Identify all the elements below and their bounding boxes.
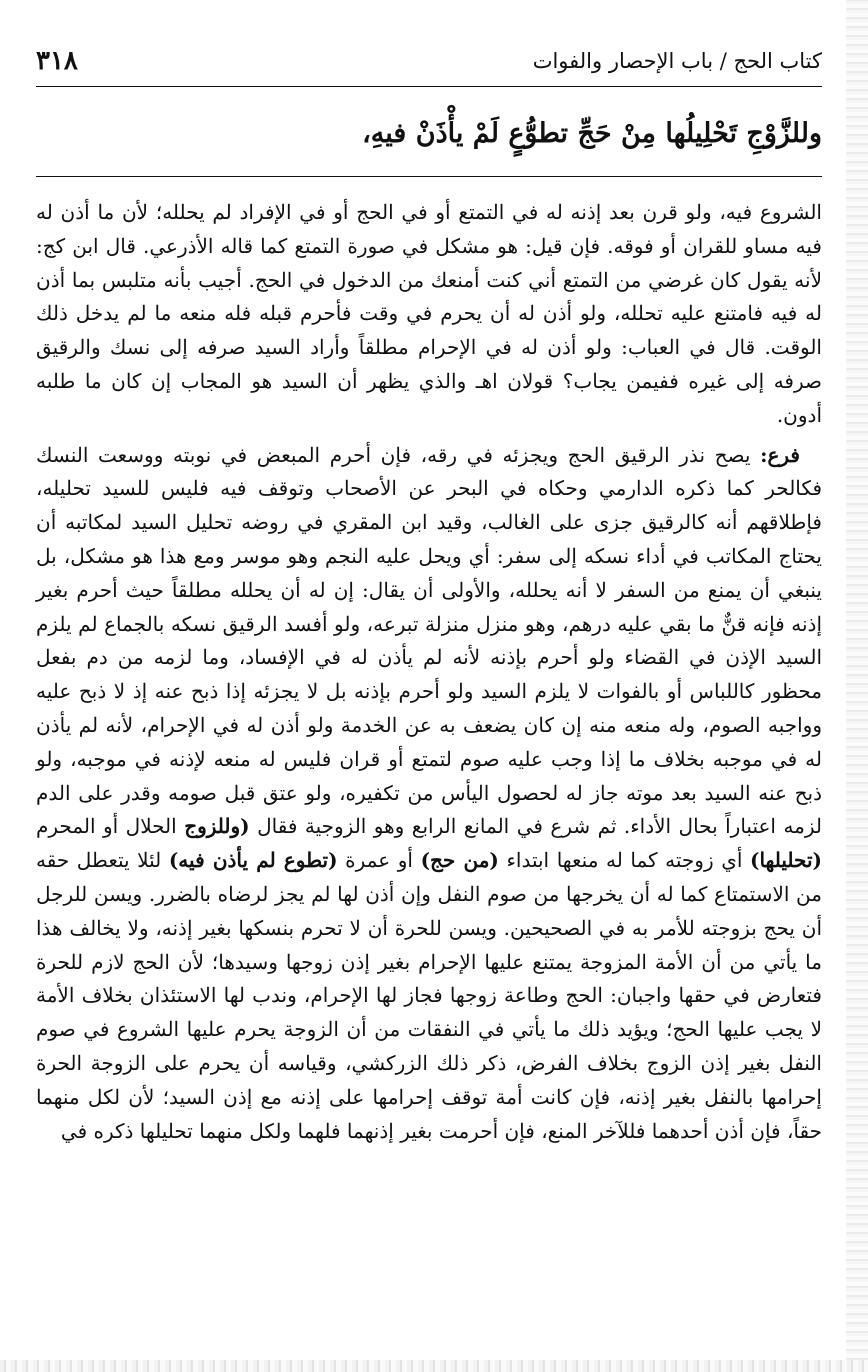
page-header (36, 44, 822, 84)
paragraph-2-label: فرع: (760, 442, 800, 467)
paragraph-3-text-c: أو عمرة (345, 848, 413, 873)
matn-quote-tahlil: (تحليلها) (750, 848, 822, 873)
scan-edge-right (846, 0, 868, 1372)
commentary-body (36, 196, 822, 1154)
paragraph-3-text-d: لئلا يتعطل حقه من الاستمتاع كما له أن يخرجها من صوم النفل وإن أذن لها لم يجز لرضاه بالضرر. ويسن للرجل أن يحج بزوجته للأمر به في الصحيحين. ويسن للحرة أن لا تحرم بنسكها بغير إذنه، ولا يخالف هذا ما يأتي من أن الأمة المزوجة يمتنع عليها الإحرام بغير إذن زوجها وسيدها؛ لأن الحج لازم للحرة فتعارض في حقها واجبان: الحج وطاعة زوجها فجاز لها الإحرام، وندب لها الاستئذان بخلاف الأمة لا يجب عليها الحج؛ ويؤيد ذلك ما يأتي في النفقات من أن الزوجة يحرم عليها الشروع في صوم النفل بغير إذن الزوج بخلاف الفرض، ذكر ذلك الزركشي، وقياسه أن يحرم على الزوجة الحرة إحرامها بالنفل بغير إذنه، فإن كانت أمة توقف إحرامها على إذنه مع إذن السيد؛ لأن لكل منهما حقاً، فإن أذن أحدهما فللآخر المنع، فإن أحرمت بغير إذنهما فلهما ولكل منهما تحليلها ذكره في (36, 848, 822, 1143)
paragraph-3-text-b: أي زوجته كما له منعها ابتداء (506, 848, 743, 873)
matn-quote-zawj: (وللزوج (184, 814, 250, 839)
paragraph-1-text: الشروع فيه، ولو قرن بعد إذنه له في التمتع أو في الحج أو في الإفراد لم يحلله؛ لأن ما أذن له فيه مساو للقران أو فوقه. فإن قيل: هو مشكل في صورة التمتع كما قاله الأذرعي. قال ابن كج: لأنه يقول كان غرضي من التمتع أني كنت أمنعك من الدخول في الحج. أجيب بأنه متلبس بما أذن له فيه فامتنع عليه تحلله، ولو أذن له أن يحرم في وقت فأحرم قبله فله منعه ما لم يدخل ذلك الوقت. قال في العباب: ولو أذن له في الإحرام مطلقاً وأراد السيد صرفه إلى نسك والرقيق صرفه إلى غيره ففيمن يجاب؟ قولان اهـ والذي يظهر أن السيد هو المجاب إن كان ما طلبه أدون. (36, 200, 822, 427)
paragraph-2-text: يصح نذر الرقيق الحج ويجزئه في رقه، فإن أحرم المبعض في نوبته ووسعت النسك فكالحر كما ذكره الدارمي وحكاه في البحر عن الأصحاب وتوقف فيه فليس للسيد تحليله، فإطلاقهم أنه كالرقيق جزى على الغالب، وقيد ابن المقري في روضه تحليل السيد لمكاتبه أن يحتاج المكاتب في أداء نسكه إلى سفر: أي ويحل عليه النجم وهو موسر ومع هذا هو مشكل، بل ينبغي أن يمنع من السفر لا أنه يحلله، والأولى أن يقال: إن له أن يحلله مطلقاً حيث أحرم بغير إذنه فإنه قنٌّ ما بقي عليه درهم، وهو منزل منزلة تبرعه، ولو أفسد الرقيق نسكه بالجماع لم يلزم السيد الإذن في القضاء ولو أحرم بإذنه لأنه لم يأذن له في الإفساد، وما لزمه من دم بفعل محظور كاللباس أو بالفوات لا يلزم السيد ولو أحرم بإذنه بل لا يجزئه إذا ذبح عنه إذ لا ذبح عليه وواجبه الصوم، وله منعه منه إن كان يضعف به عن الخدمة ولو أذن له في الإحرام، لأنه لم يأذن له في موجبه بخلاف ما إذا وجب عليه صوم لتمتع أو قران فليس له منعه لإذنه في موجبه، ولو ذبح عنه السيد بعد موته جاز له لحصول اليأس من تكفيره، ولو عتق قبل صومه وقدر على الدم لزمه اعتباراً بحال الأداء. ثم شرع في المانع الرابع وهو الزوجية فقال (36, 442, 823, 839)
header-rule (36, 86, 822, 87)
running-head: كتاب الحج / باب الإحصار والفوات (532, 49, 822, 73)
paragraph-3-text-a: الحلال أو المحرم (36, 814, 177, 839)
matn-quote-hajj: (من حج) (420, 848, 499, 873)
page-number: ٣١٨ (36, 46, 78, 76)
matn-text: وللزَّوْجِ تَحْلِيلُها مِنْ حَجِّ تطوُّعٍ لَمْ يأْذَنْ فيهِ، (362, 118, 822, 149)
matn-rule (36, 176, 822, 177)
paragraph-2 (36, 439, 822, 1149)
scan-edge-bottom (0, 1360, 868, 1372)
paragraph-1 (36, 196, 822, 433)
matn-quote-tatawwu: (تطوع لم يأذن فيه) (168, 848, 338, 873)
